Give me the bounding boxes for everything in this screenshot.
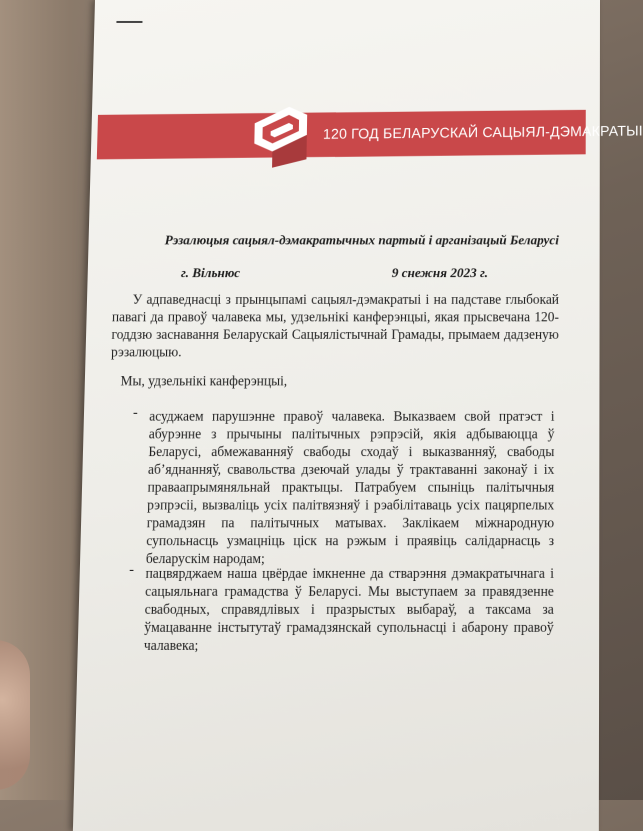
participants-line: Мы, удзельнікі канферэнцыі, (120, 372, 288, 389)
list-item: асуджаем парушэнне правоў чалавека. Выказваем свой пратэст і абурэнне з прычыны палітычных рэпрэсій, якія адбываюцца ў Беларусі, абмежаванняў свабоды сходаў і выказванняў, свабоды аб’яднанняў, свавольства дзеючай улады ў трактаванні законаў і іх праваапрымяняльнай практыцы. Патрабуем спыніць палітычныя рэпрэсіі, вызваліць усіх палітвязняў і рэабілітаваць усіх пацярпелых грамадзян па палітычных матывах. Заклікаем міжнародную супольнасць узмацніць ціск на рэжым і праявіць салідарнасць з беларускім народам; (145, 408, 555, 567)
document-city: г. Вільнюс (180, 264, 241, 281)
list-item-marker: - (132, 405, 138, 421)
paper-clip-mark (116, 21, 142, 23)
party-logo-icon (248, 101, 314, 168)
list-item-marker: - (129, 562, 135, 578)
document-title: Рэзалюцыя сацыял-дэмакратычных партый і арганізацый Беларусі (164, 232, 559, 248)
document-page (73, 0, 643, 831)
intro-paragraph: У адпаведнасці з прынцыпамі сацыял-дэмакратыі і на падставе глыбокай павагі да правоў чалавека мы, удзельнікі канферэнцыі, якая прысвечана 120-годдзю заснавання Беларускай Сацыялістычнай Грамады, прымаем дадзеную рэзалюцыю. (110, 291, 560, 360)
list-item: пацвярджаем наша цвёрдае імкненне да стварэння дэмакратычнага і сацыяльнага грамадства ў Беларусі. Мы выступаем за правядзенне свабодных, справядлівых і празрыстых выбараў, а таксама за ўмацаванне інстытутаў грамадзянскай супольнасці і абарону правоў чалавека; (143, 565, 554, 654)
header-banner (97, 110, 643, 160)
document-date: 9 снежня 2023 г. (391, 264, 489, 281)
finger (0, 640, 30, 790)
banner-title: 120 ГОД БЕЛАРУСКАЙ САЦЫЯЛ-ДЭМАКРАТЫІ (322, 122, 643, 142)
